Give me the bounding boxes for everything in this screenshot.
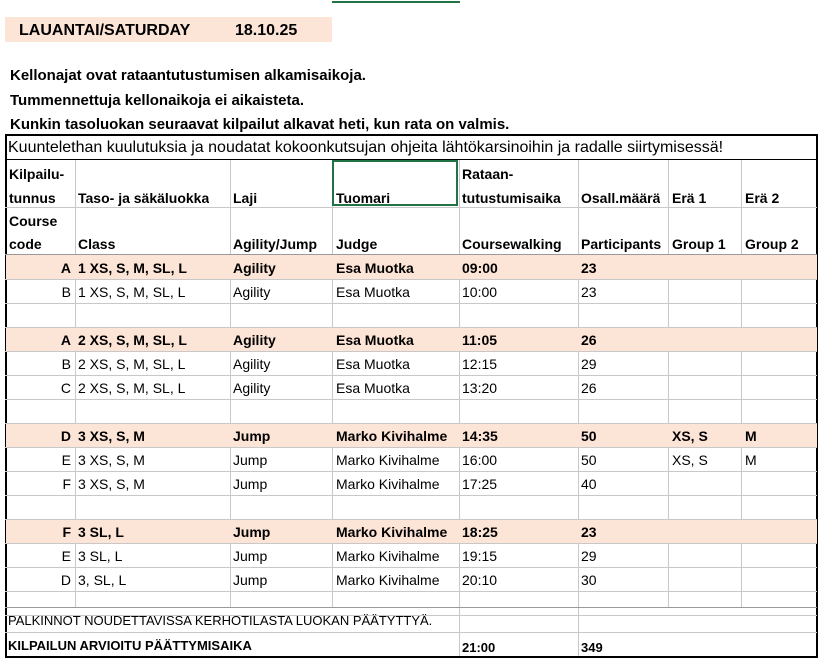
cell-class: 2 XS, S, M, SL, L — [78, 380, 186, 396]
cell-code: C — [60, 380, 71, 396]
notice-text: Kuuntelethan kuulutuksia ja noudatat kokoonkutsujan ohjeita lähtökarsinoihin ja radalle siirtymisessä! — [8, 139, 724, 156]
cell-class: 3, SL, L — [78, 572, 127, 588]
col-time-en: Coursewalking — [462, 236, 562, 252]
cell-time: 19:15 — [462, 548, 498, 564]
cell-group2: M — [745, 452, 757, 468]
cell-participants: 50 — [581, 452, 597, 468]
cell-judge: Esa Muotka — [336, 260, 414, 276]
col-time-fi-2: tutustumisaika — [462, 190, 561, 206]
col-group2-fi: Erä 2 — [745, 190, 780, 206]
cell-time: 13:20 — [462, 380, 498, 396]
grid-col-4 — [459, 160, 460, 656]
cell-participants: 50 — [581, 428, 597, 444]
cell-participants: 30 — [581, 572, 597, 588]
col-judge-en: Judge — [336, 236, 378, 252]
table-top-border — [5, 134, 818, 136]
cell-code: B — [61, 356, 71, 372]
cell-judge: Esa Muotka — [336, 356, 410, 372]
header-top-border — [332, 1, 460, 3]
cell-type: Jump — [233, 548, 268, 564]
header-date: 18.10.25 — [235, 22, 298, 39]
cell-type: Jump — [233, 428, 271, 444]
cell-judge: Marko Kivihalme — [336, 548, 440, 564]
cell-time: 10:00 — [462, 284, 498, 300]
table-bottom-border — [5, 656, 818, 658]
total-participants: 349 — [581, 640, 603, 655]
cell-judge: Marko Kivihalme — [336, 572, 440, 588]
blank-row-divider — [5, 519, 817, 520]
cell-judge: Esa Muotka — [336, 380, 410, 396]
cell-code: D — [60, 428, 71, 444]
cell-class: 3 XS, S, M — [78, 428, 145, 444]
cell-code: B — [61, 284, 71, 300]
cell-participants: 23 — [581, 284, 597, 300]
col-group2-en: Group 2 — [745, 236, 799, 252]
row-divider — [5, 351, 817, 352]
cell-judge: Marko Kivihalme — [336, 524, 448, 540]
col-type-en: Agility/Jump — [233, 236, 318, 252]
col-judge-fi: Tuomari — [336, 190, 391, 206]
note-1: Kellonajat ovat rataantutustumisen alkamisaikoja. — [10, 67, 366, 84]
header-divider — [5, 207, 817, 208]
cell-code: F — [62, 476, 71, 492]
cell-code: A — [60, 332, 71, 348]
end-time-value: 21:00 — [462, 640, 496, 655]
col-code-en-1: Course — [9, 213, 58, 229]
blank-row-divider — [5, 423, 817, 424]
note-2: Tummennettuja kellonaikoja ei aikaisteta. — [10, 92, 304, 109]
cell-class: 3 XS, S, M — [78, 476, 145, 492]
cell-participants: 23 — [581, 524, 597, 540]
col-type-fi: Laji — [233, 190, 258, 206]
row-divider — [5, 399, 817, 400]
cell-time: 18:25 — [462, 524, 498, 540]
cell-participants: 29 — [581, 548, 597, 564]
table-right-border — [816, 134, 818, 658]
cell-type: Agility — [233, 260, 276, 276]
cell-code: A — [60, 260, 71, 276]
col-code-en-2: code — [9, 236, 42, 252]
blank-row-divider — [5, 327, 817, 328]
row-divider — [5, 471, 817, 472]
col-group1-fi: Erä 1 — [672, 190, 707, 206]
grid-col-5 — [578, 160, 579, 656]
cell-code: E — [61, 452, 71, 468]
cell-type: Agility — [233, 356, 271, 372]
row-divider — [5, 567, 817, 568]
cell-class: 2 XS, S, M, SL, L — [78, 332, 187, 348]
row-divider — [5, 543, 817, 544]
cell-participants: 26 — [581, 380, 597, 396]
row-divider — [5, 447, 817, 448]
cell-class: 1 XS, S, M, SL, L — [78, 260, 187, 276]
col-class-en: Class — [78, 236, 116, 252]
cell-type: Agility — [233, 284, 271, 300]
cell-time: 14:35 — [462, 428, 498, 444]
col-participants-fi: Osall.määrä — [581, 190, 661, 206]
cell-judge: Marko Kivihalme — [336, 452, 440, 468]
cell-code: E — [61, 548, 71, 564]
cell-class: 3 SL, L — [78, 548, 123, 564]
footer-top-line — [5, 607, 817, 608]
cell-time: 20:10 — [462, 572, 498, 588]
table-left-border — [5, 134, 7, 658]
cell-group1: XS, S — [672, 452, 708, 468]
cell-type: Jump — [233, 524, 271, 540]
col-code-fi-2: tunnus — [9, 190, 56, 206]
cell-time: 17:25 — [462, 476, 498, 492]
col-time-fi-1: Rataan- — [462, 166, 514, 182]
cell-code: D — [60, 572, 71, 588]
row-divider — [5, 375, 817, 376]
cell-type: Agility — [233, 332, 276, 348]
cell-type: Jump — [233, 476, 268, 492]
cell-participants: 29 — [581, 356, 597, 372]
cell-class: 3 XS, S, M — [78, 452, 145, 468]
cell-participants: 26 — [581, 332, 597, 348]
cell-code: F — [62, 524, 71, 540]
cell-group2: M — [745, 428, 757, 444]
cell-type: Agility — [233, 380, 271, 396]
cell-class: 2 XS, S, M, SL, L — [78, 356, 186, 372]
cell-participants: 40 — [581, 476, 597, 492]
cell-time: 16:00 — [462, 452, 498, 468]
col-participants-en: Participants — [581, 236, 662, 252]
header-day: LAUANTAI/SATURDAY — [19, 22, 191, 39]
cell-class: 3 SL, L — [78, 524, 124, 540]
row-divider — [5, 591, 817, 592]
col-class-fi: Taso- ja säkäluokka — [78, 190, 210, 206]
col-group1-en: Group 1 — [672, 236, 726, 252]
cell-time: 12:15 — [462, 356, 498, 372]
cell-time: 11:05 — [462, 332, 498, 348]
cell-group1: XS, S — [672, 428, 708, 444]
cell-type: Jump — [233, 452, 268, 468]
footer-mid-line — [5, 632, 817, 633]
col-code-fi-1: Kilpailu- — [9, 166, 65, 182]
cell-judge: Esa Muotka — [336, 332, 414, 348]
cell-judge: Esa Muotka — [336, 284, 410, 300]
cell-type: Jump — [233, 572, 268, 588]
note-3: Kunkin tasoluokan seuraavat kilpailut alkavat heti, kun rata on valmis. — [10, 116, 510, 133]
prizes-note: PALKINNOT NOUDETTAVISSA KERHOTILASTA LUOKAN PÄÄTYTTYÄ. — [8, 613, 433, 628]
cell-judge: Marko Kivihalme — [336, 476, 440, 492]
cell-participants: 23 — [581, 260, 597, 276]
end-time-label: KILPAILUN ARVIOITU PÄÄTTYMISAIKA — [8, 638, 252, 653]
row-divider — [5, 279, 817, 280]
cell-class: 1 XS, S, M, SL, L — [78, 284, 186, 300]
cell-time: 09:00 — [462, 260, 498, 276]
cell-judge: Marko Kivihalme — [336, 428, 448, 444]
row-divider — [5, 303, 817, 304]
row-divider — [5, 495, 817, 496]
